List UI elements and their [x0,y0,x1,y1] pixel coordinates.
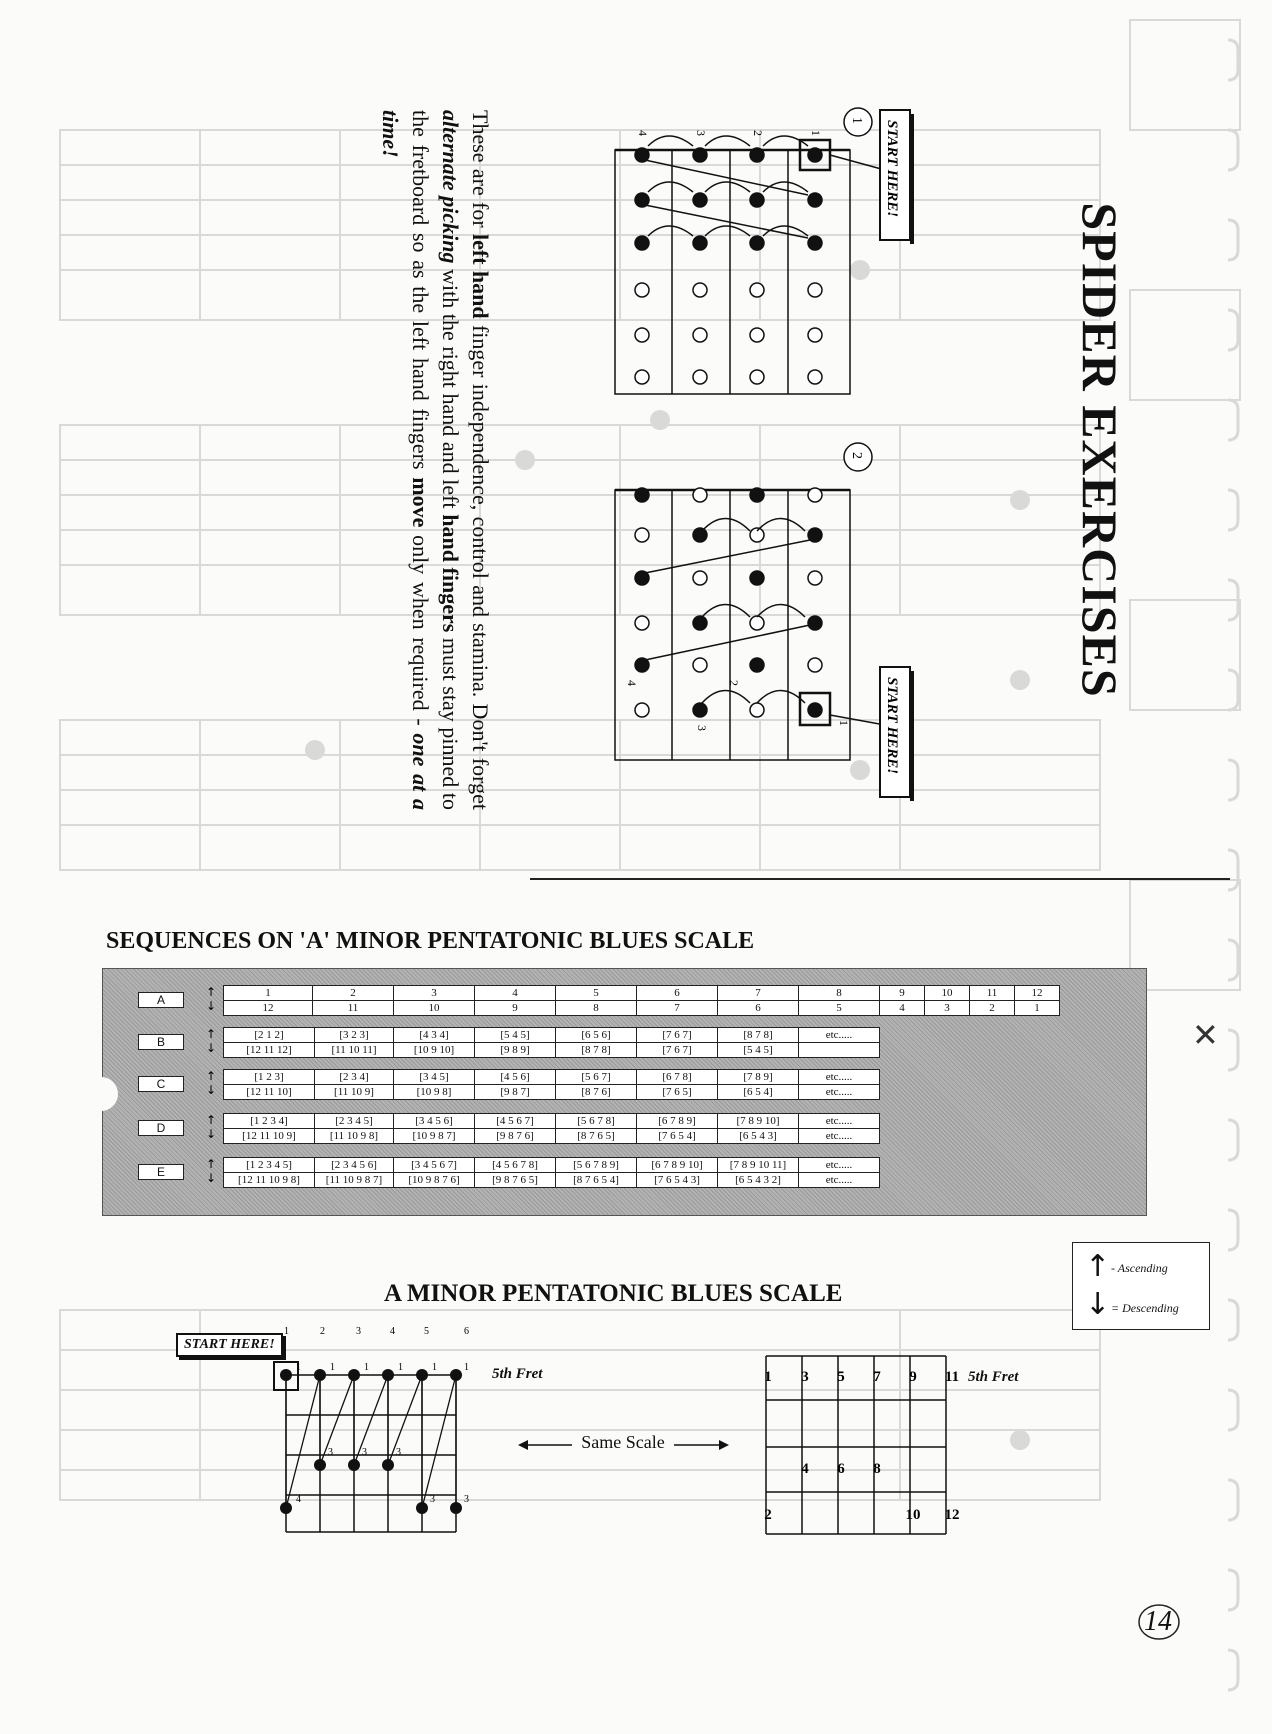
para-text-2: finger independence, control and stamina. Don't forget [468,318,493,810]
right-mid-2: 6 [837,1461,845,1477]
right-top-5: 9 [909,1369,917,1385]
descending-value: [8 7 6 5] [577,1130,615,1142]
sequence-cell [637,986,718,1015]
finger-top-3: 1 [364,1362,369,1373]
scale-title: A MINOR PENTATONIC BLUES SCALE [384,1280,843,1307]
ascending-value: [2 3 4 5] [315,1114,393,1129]
para-text-1: These are for [468,110,493,235]
scale-fretboard-right [760,1352,960,1542]
ex2-finger-1: 1 [837,720,851,726]
descending-value: [11 10 11] [331,1044,377,1056]
sequence-cell [1015,986,1059,1015]
handwritten-x-mark: ✕ [1192,1017,1219,1053]
ascending-value: [1 2 3 4] [224,1114,314,1129]
sequence-cell [799,986,880,1015]
ascending-value: [5 6 7] [556,1070,636,1085]
sequence-cell [394,986,475,1015]
exercise-2-start-label: START HERE! [884,677,900,775]
descending-value: [9 8 7 6 5] [492,1174,538,1186]
ascending-value: 9 [880,986,924,1001]
scale-start-label: START HERE! [176,1333,283,1357]
sequence-cell [475,1158,556,1187]
string-num-3: 3 [356,1326,361,1337]
exercise-2-badge: 2 [849,452,864,459]
ascending-value: [7 8 9] [718,1070,798,1085]
sequence-row-label-c: C [138,1076,184,1092]
sequence-cell [556,1028,637,1057]
right-top-3: 5 [837,1369,845,1385]
same-scale-label: Same Scale [581,1432,665,1452]
sequence-cell [224,1114,315,1143]
descending-value: [6 5 4] [743,1086,773,1098]
scale-fretboard-left [270,1320,490,1540]
descending-value: [10 9 8] [416,1086,452,1098]
ascending-value: [6 7 8 9] [637,1114,717,1129]
down-arrow-icon: ↓ [206,999,217,1013]
page-number-text: 14 [1144,1606,1172,1637]
sequence-cell [799,1028,879,1057]
ascending-value: etc..... [799,1114,879,1129]
ascending-value: 1 [224,986,312,1001]
descending-value: [10 9 8 7] [412,1130,456,1142]
direction-arrows [206,985,216,1013]
descending-value: 11 [347,1002,359,1014]
ascending-value: [3 2 3] [315,1028,393,1043]
exercise-1-start-label: START HERE! [884,120,900,218]
up-arrow-icon: ↑ [206,1027,217,1041]
finger-label-1: 1 [809,130,823,136]
ascending-value: 3 [394,986,474,1001]
sequence-cell [970,986,1015,1015]
descending-value: [5 4 5] [743,1044,773,1056]
finger-top-4: 1 [398,1362,403,1373]
sequence-cell [394,1114,475,1143]
sequence-cell [315,1158,394,1187]
spider-title-block [1045,180,1155,720]
descending-value: [6 5 4 3] [739,1130,777,1142]
ex2-finger-2: 2 [727,680,741,686]
ascending-value: [6 7 8] [637,1070,717,1085]
sequence-cell [475,1114,556,1143]
descending-value: [11 10 9 8] [329,1130,379,1142]
para-bold-3: move [408,477,433,528]
down-arrow-icon: ↓ [206,1083,217,1097]
ascending-value: 10 [925,986,969,1001]
descending-value: [7 6 5 4 3] [654,1174,700,1186]
ex2-finger-3: 3 [695,725,709,731]
descending-value: [9 8 7] [500,1086,530,1098]
descending-value: [7 6 5] [662,1086,692,1098]
descending-value: 5 [836,1002,842,1014]
descending-value: 7 [674,1002,680,1014]
sequence-cell [394,1158,475,1187]
string-num-5: 5 [424,1326,429,1337]
sequence-cell [718,1028,799,1057]
ascending-label: - Ascending [1111,1261,1168,1275]
sequence-table-row [223,1027,880,1058]
descending-value: 4 [899,1002,905,1014]
ascending-value: 12 [1015,986,1059,1001]
descending-value: 8 [593,1002,599,1014]
string-num-1: 1 [284,1326,289,1337]
descending-value: [10 9 8 7 6] [408,1174,460,1186]
ascending-value: [6 5 6] [556,1028,636,1043]
ascending-value: [8 7 8] [718,1028,798,1043]
sequence-cell [925,986,970,1015]
descending-value: [8 7 8] [581,1044,611,1056]
sequence-cell [315,1028,394,1057]
right-bot-1: 2 [764,1507,772,1523]
right-fret-label: 5th Fret [968,1369,1019,1385]
descending-value: 10 [428,1002,440,1014]
ascending-value: 7 [718,986,798,1001]
exercise-2-diagram [600,435,930,810]
sequence-cell [718,1114,799,1143]
string-num-2: 2 [320,1326,325,1337]
sequence-cell [637,1028,718,1057]
ascending-value: [6 7 8 9 10] [637,1158,717,1173]
para-emph-1: alternate picking [438,110,463,264]
sequence-cell [475,1070,556,1099]
descending-value: [12 11 12] [246,1044,292,1056]
arrow-legend [1072,1242,1210,1330]
finger-bot-2: 3 [430,1494,435,1505]
ascending-value: 8 [799,986,879,1001]
descending-value: [11 10 9 8 7] [325,1174,383,1186]
descending-value: [8 7 6 5 4] [573,1174,619,1186]
direction-arrows [206,1157,216,1185]
ascending-value: [1 2 3 4 5] [224,1158,314,1173]
sequence-cell [315,1114,394,1143]
sequence-cell [880,986,925,1015]
page-number-circle-icon [1136,1602,1182,1642]
sequence-table-row [223,985,1060,1016]
sequence-cell [799,1158,879,1187]
sequence-cell [556,1158,637,1187]
finger-mid-3: 3 [396,1447,401,1458]
descending-value: [6 5 4 3 2] [735,1174,781,1186]
sequence-cell [718,1070,799,1099]
sequence-cell [394,1028,475,1057]
descending-label: = Descending [1111,1301,1179,1315]
ascending-value: [2 1 2] [224,1028,314,1043]
descending-value: [12 11 10 9] [242,1130,296,1142]
up-arrow-icon: ↑ [206,1113,217,1127]
ascending-value: [3 4 5 6] [394,1114,474,1129]
sequence-cell [556,1114,637,1143]
sequence-cell [556,1070,637,1099]
ascending-value: [7 6 7] [637,1028,717,1043]
descending-value: [7 6 7] [662,1044,692,1056]
finger-top-2: 1 [330,1362,335,1373]
descending-value: 3 [944,1002,950,1014]
right-bot-2: 10 [905,1507,921,1523]
sequence-cell [556,986,637,1015]
down-arrow-icon: ↓ [206,1171,217,1185]
sequence-cell [718,1158,799,1187]
para-bold-1: left hand [468,234,493,319]
descending-value: etc..... [825,1174,853,1186]
sequence-row-label-e: E [138,1164,184,1180]
sequences-title: SEQUENCES ON 'A' MINOR PENTATONIC BLUES SCALE [106,928,755,954]
descending-value: [9 8 7 6] [496,1130,534,1142]
ascending-value: [4 5 6] [475,1070,555,1085]
ascending-value: 5 [556,986,636,1001]
finger-top-6: 1 [464,1362,469,1373]
sequence-cell [475,986,556,1015]
ascending-value: [4 5 6 7] [475,1114,555,1129]
page-title: SPIDER EXERCISES [1072,202,1128,698]
sequence-cell [394,1070,475,1099]
para-text-3: with the right hand and left [438,263,463,515]
direction-arrows [206,1027,216,1055]
ascending-value: [5 4 5] [475,1028,555,1043]
sequence-row-label-a: A [138,992,184,1008]
right-top-4: 7 [873,1369,881,1385]
descending-value: [8 7 6] [581,1086,611,1098]
para-text-5: only when required - [408,527,433,734]
up-arrow-icon: ↑ [206,985,217,999]
ascending-value: [2 3 4] [315,1070,393,1085]
descending-value: [10 9 10] [413,1044,455,1056]
section-divider [530,878,1230,880]
para-emph-2: one at a time! [378,110,433,810]
exercise-1-diagram [600,100,930,430]
direction-arrows [206,1069,216,1097]
ascending-value: 4 [475,986,555,1001]
direction-arrows [206,1113,216,1141]
string-num-4: 4 [390,1326,395,1337]
para-bold-2: hand fingers [438,514,463,633]
right-mid-1: 4 [801,1461,809,1477]
descending-value: [9 8 9] [500,1044,530,1056]
instructions-block [375,110,495,810]
descending-value: 1 [1034,1002,1040,1014]
sequence-cell [799,1114,879,1143]
sequence-cell [718,986,799,1015]
sequence-cell [315,1070,394,1099]
ascending-value: [2 3 4 5 6] [315,1158,393,1173]
ascending-value: [4 5 6 7 8] [475,1158,555,1173]
string-num-6: 6 [464,1326,469,1337]
down-arrow-icon: ↓ [206,1041,217,1055]
ascending-value: [7 8 9 10 11] [718,1158,798,1173]
right-top-6: 11 [944,1369,960,1385]
finger-label-2: 2 [751,130,765,136]
ascending-value: 11 [970,986,1014,1001]
sequence-cell [313,986,394,1015]
ascending-value: [5 6 7 8] [556,1114,636,1129]
down-arrow-icon: ↓ [206,1127,217,1141]
descending-value: [7 6 5 4] [658,1130,696,1142]
ascending-value: [5 6 7 8 9] [556,1158,636,1173]
sequence-cell [637,1070,718,1099]
sequence-row-label-d: D [138,1120,184,1136]
up-arrow-icon: ↑ [206,1069,217,1083]
sequence-cell [637,1114,718,1143]
finger-mid-2: 3 [362,1447,367,1458]
descending-value: etc..... [825,1086,853,1098]
descending-value: [12 11 10] [246,1086,292,1098]
sequences-panel [102,968,1147,1216]
ascending-value: 2 [313,986,393,1001]
sequence-cell [224,1028,315,1057]
sequence-cell [799,1070,879,1099]
ascending-value: etc..... [799,1158,879,1173]
sequence-table-row [223,1113,880,1144]
finger-top-1: 1 [296,1362,301,1373]
ascending-value: [7 8 9 10] [718,1114,798,1129]
ascending-value: [1 2 3] [224,1070,314,1085]
exercise-1-badge: 1 [849,117,864,124]
right-mid-3: 8 [873,1461,881,1477]
ascending-value: [4 3 4] [394,1028,474,1043]
sequence-table-row [223,1069,880,1100]
finger-bot-1: 4 [296,1494,301,1505]
sequence-table-row [223,1157,880,1188]
ascending-value: etc..... [799,1070,879,1085]
down-arrow-icon: ↓ [1085,1287,1111,1322]
finger-label-3: 3 [694,130,708,136]
ascending-value: etc..... [799,1028,879,1043]
descending-value: 6 [755,1002,761,1014]
ascending-value: [3 4 5] [394,1070,474,1085]
finger-label-4: 4 [636,130,650,136]
page-number [1144,1606,1172,1638]
ex2-finger-4: 4 [625,680,639,686]
finger-bot-3: 3 [464,1494,469,1505]
instructions-paragraph [375,110,495,810]
descending-value [799,1043,879,1057]
descending-value: 2 [989,1002,995,1014]
ascending-value: 6 [637,986,717,1001]
sequence-row-label-b: B [138,1034,184,1050]
finger-top-5: 1 [432,1362,437,1373]
right-top-2: 3 [801,1369,809,1385]
panel-notch [100,1077,118,1111]
descending-value: [12 11 10 9 8] [238,1174,300,1186]
finger-mid-1: 3 [328,1447,333,1458]
right-top-1: 1 [764,1369,772,1385]
up-arrow-icon: ↑ [1085,1249,1111,1284]
para-text-4: must stay pinned to the fretboard so as the left hand fingers [408,110,463,810]
descending-value: 9 [512,1002,518,1014]
sequence-cell [224,986,313,1015]
sequence-cell [637,1158,718,1187]
sequence-cell [224,1158,315,1187]
descending-value: 12 [262,1002,274,1014]
up-arrow-icon: ↑ [206,1157,217,1171]
right-bot-3: 12 [944,1507,960,1523]
descending-value: [11 10 9] [334,1086,374,1098]
descending-value: etc..... [825,1130,853,1142]
sequence-cell [224,1070,315,1099]
sequence-cell [475,1028,556,1057]
ascending-value: [3 4 5 6 7] [394,1158,474,1173]
left-fret-label: 5th Fret [492,1366,543,1382]
